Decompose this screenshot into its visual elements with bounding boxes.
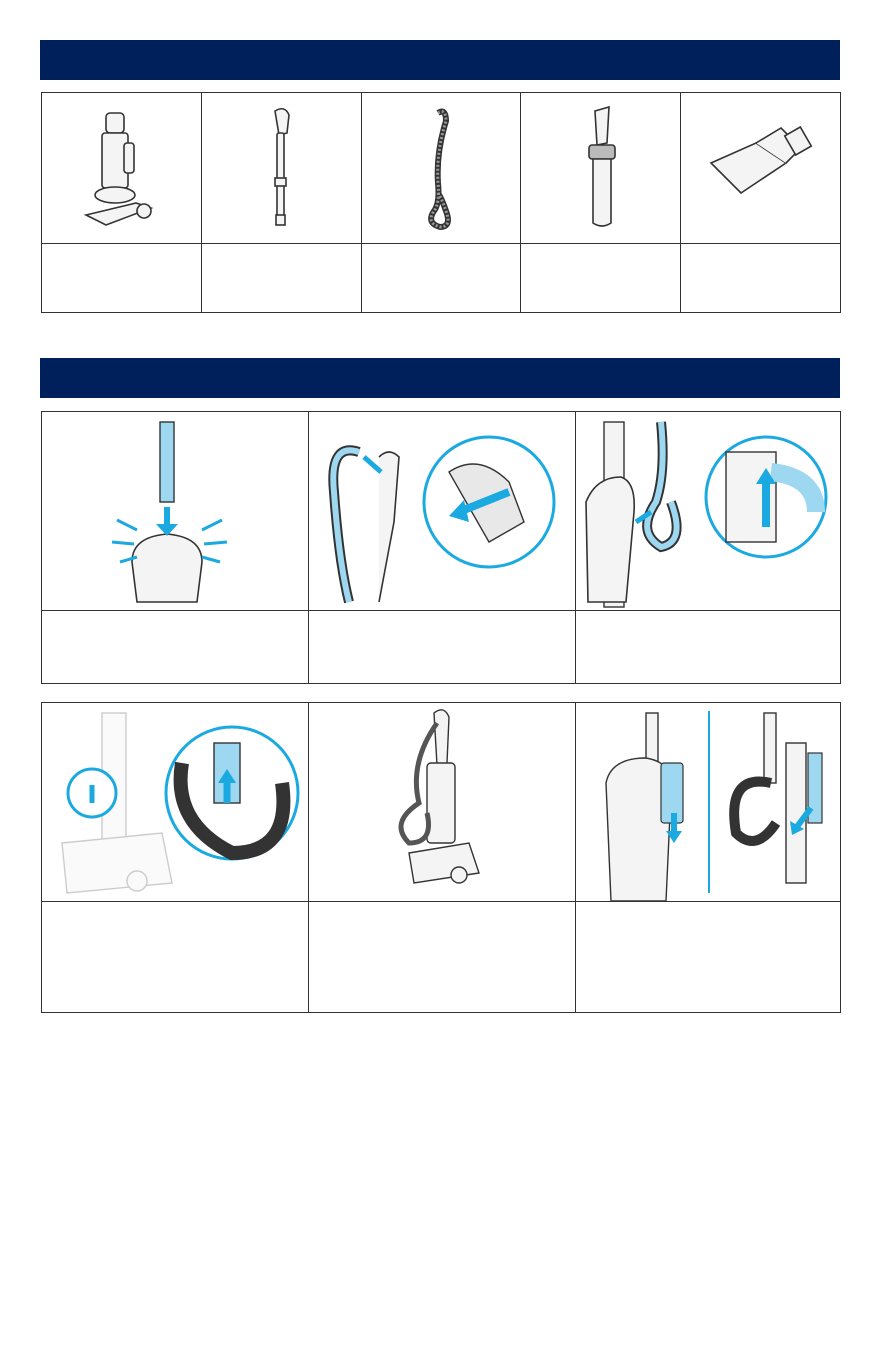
part-cell	[521, 93, 681, 312]
section-header-contents	[40, 40, 840, 80]
attach-hose-illustration	[309, 412, 575, 610]
step-caption	[309, 611, 575, 683]
upholstery-tool-icon	[701, 118, 821, 218]
step-caption	[42, 902, 308, 1012]
part-cell	[362, 93, 522, 312]
section-header-assembly	[40, 358, 840, 398]
hose-icon	[416, 103, 466, 233]
step-caption	[42, 611, 308, 683]
part-caption	[362, 244, 521, 312]
step-caption	[576, 611, 840, 683]
part-caption	[521, 244, 680, 312]
part-caption	[42, 244, 201, 312]
step-caption	[309, 902, 575, 1012]
step-caption	[576, 902, 840, 1012]
assembly-steps-row-1	[41, 411, 841, 684]
step-cell	[576, 703, 840, 1012]
step-cell	[309, 703, 576, 1012]
step-cell	[42, 703, 309, 1012]
part-caption	[202, 244, 361, 312]
part-cell	[202, 93, 362, 312]
step-cell	[42, 412, 309, 683]
wand-handle-icon	[251, 103, 311, 233]
insert-handle-illustration	[42, 412, 308, 610]
store-tools-illustration	[576, 703, 840, 901]
parts-table	[41, 92, 841, 313]
step-cell	[576, 412, 840, 683]
part-caption	[681, 244, 840, 312]
assembled-vacuum-illustration	[309, 703, 575, 901]
hose-wrap-illustration	[42, 703, 308, 901]
assembly-steps-row-2	[41, 702, 841, 1013]
part-cell	[42, 93, 202, 312]
upright-vacuum-icon	[76, 103, 166, 233]
part-cell	[681, 93, 840, 312]
hose-clip-illustration	[576, 412, 840, 610]
step-cell	[309, 412, 576, 683]
crevice-tool-icon	[571, 103, 631, 233]
